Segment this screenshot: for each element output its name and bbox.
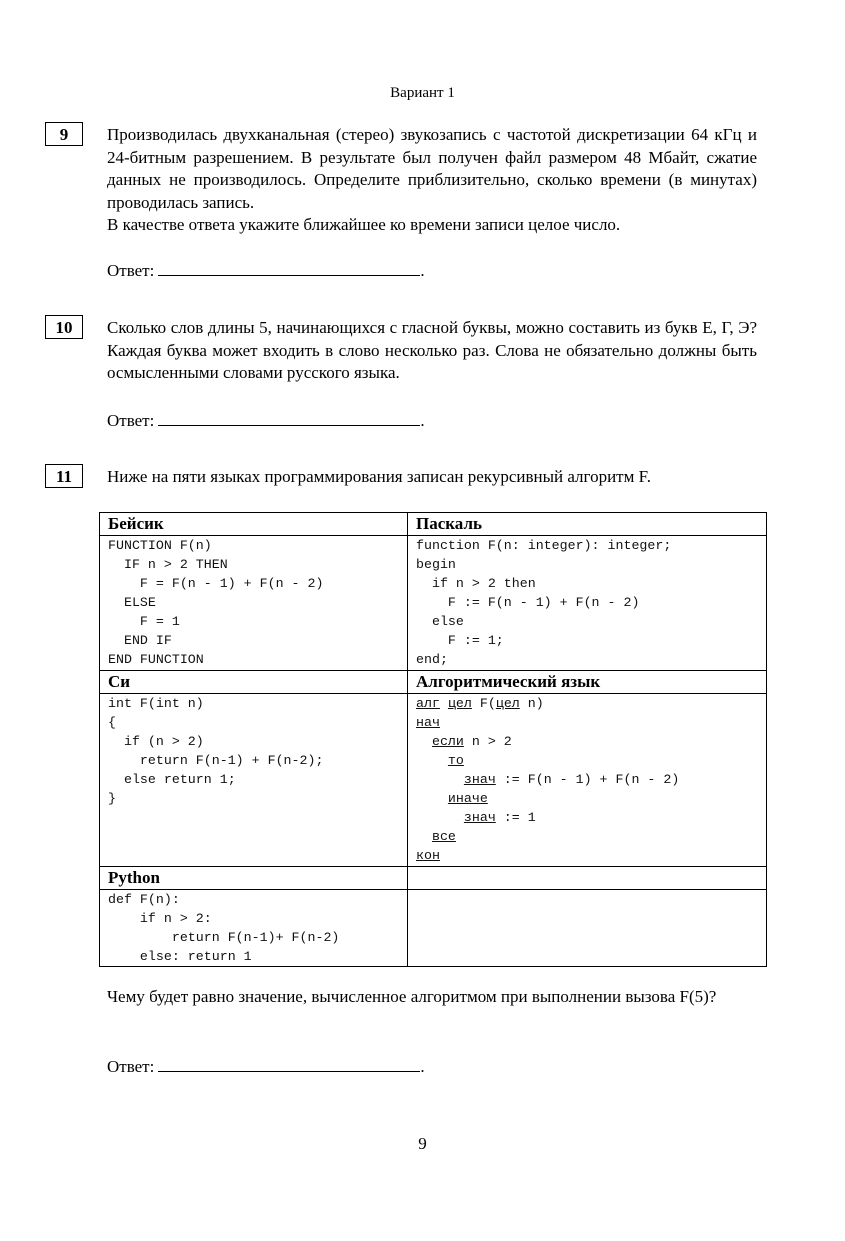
algo-keyword: кон	[416, 848, 440, 863]
c-title: Си	[100, 671, 408, 694]
pascal-title: Паскаль	[408, 513, 767, 536]
question-10-text	[107, 317, 757, 385]
basic-code: FUNCTION F(n) IF n > 2 THEN F = F(n - 1) + F(n - 2) ELSE F = 1 END IF END FUNCTION	[108, 538, 324, 667]
page-number: 9	[418, 1134, 427, 1153]
question-11-text	[107, 466, 757, 489]
python-code: def F(n): if n > 2: return F(n-1)+ F(n-2) else: return 1	[108, 892, 340, 964]
algo-keyword: цел	[495, 696, 520, 711]
question-number-9: 9	[45, 122, 83, 146]
c-code: int F(int n) { if (n > 2) return F(n-1) + F(n-2); else return 1; }	[108, 696, 324, 806]
answer-line[interactable]	[158, 259, 420, 276]
question-9-text	[107, 124, 757, 237]
answer-label: Ответ:	[107, 1057, 155, 1076]
answer-10	[107, 409, 425, 432]
answer-line[interactable]	[158, 409, 420, 426]
algo-title: Алгоритмический язык	[408, 671, 767, 694]
python-title: Python	[100, 867, 408, 890]
algo-keyword: иначе	[447, 791, 488, 806]
algo-keyword: нач	[416, 715, 440, 730]
algo-keyword: если	[431, 734, 464, 749]
answer-period: .	[420, 1057, 425, 1076]
algo-keyword: знач	[463, 810, 496, 825]
question-10-paragraph: Сколько слов длины 5, начинающихся с гласной буквы, можно составить из букв Е, Г, Э? Каждая буква может входить в слово несколько раз. Слова не обязательно должны быть осмысленными словами русского языка.	[107, 318, 757, 382]
answer-label: Ответ:	[107, 261, 155, 280]
answer-period: .	[420, 411, 425, 430]
answer-period: .	[420, 261, 425, 280]
answer-line[interactable]	[158, 1055, 420, 1072]
question-11-prompt	[107, 986, 757, 1009]
empty-title-cell	[408, 867, 767, 890]
algo-keyword: то	[447, 753, 464, 768]
answer-label: Ответ:	[107, 411, 155, 430]
question-number-11: 11	[45, 464, 83, 488]
empty-code-cell	[408, 890, 767, 967]
algo-code: алг цел F(цел n) нач если n > 2 то знач := F(n - 1) + F(n - 2) иначе знач := 1 все кон	[416, 696, 680, 863]
algo-keyword: алг	[416, 696, 440, 711]
question-number-10: 10	[45, 315, 83, 339]
answer-9	[107, 259, 425, 282]
question-9-instruction: В качестве ответа укажите ближайшее ко времени записи целое число.	[107, 215, 621, 234]
algo-keyword: знач	[463, 772, 496, 787]
basic-title: Бейсик	[100, 513, 408, 536]
code-table	[99, 512, 767, 967]
answer-11	[107, 1055, 425, 1078]
question-11-question: Чему будет равно значение, вычисленное алгоритмом при выполнении вызова F(5)?	[107, 987, 717, 1006]
question-9-paragraph: Производилась двухканальная (стерео) звукозапись с частотой дискретизации 64 кГц и 24-битным разрешением. В результате был получен файл размером 48 Мбайт, сжатие данных не производилось. Определите приблизительно, сколько времени (в минутах) проводилась запись.	[107, 125, 757, 212]
variant-header: Вариант 1	[390, 85, 455, 101]
algo-keyword: цел	[447, 696, 472, 711]
algo-keyword: все	[431, 829, 456, 844]
question-11-paragraph: Ниже на пяти языках программирования записан рекурсивный алгоритм F.	[107, 467, 651, 486]
pascal-code: function F(n: integer): integer; begin if n > 2 then F := F(n - 1) + F(n - 2) else F := 1; end;	[416, 538, 672, 667]
